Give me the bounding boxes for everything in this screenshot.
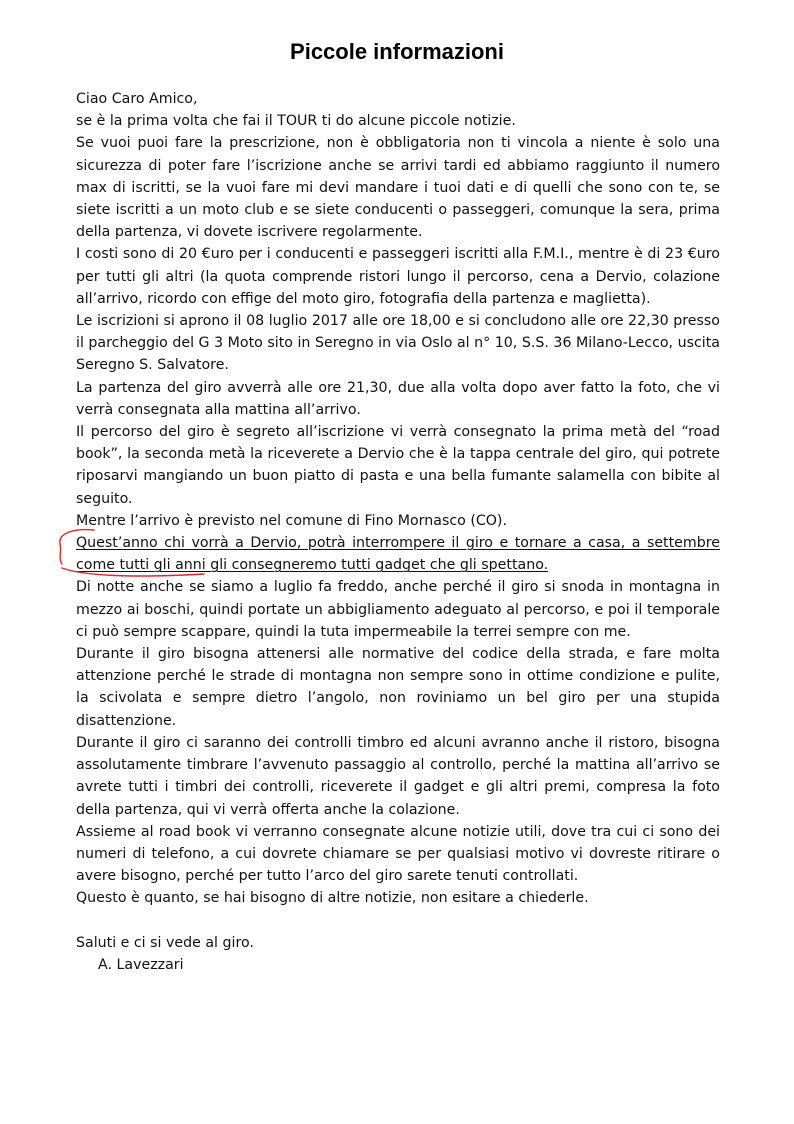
paragraph-codice-strada: Durante il giro bisogna attenersi alle normative del codice della strada, e fare molta attenzione perché le strade di montagna non sempre sono in ottime condizione e pulite, la scivolata e sempre dietro l’angolo, non roviniamo un bel giro per una stupida disattenzione. <box>76 646 720 729</box>
paragraph-highlighted <box>76 532 720 576</box>
paragraph-prescrizione: Se vuoi puoi fare la prescrizione, non è obbligatoria non ti vincola a niente è solo una sicurezza di poter fare l’iscrizione anche se arrivi tardi ed abbiamo raggiunto il numero max di iscritti, se la vuoi fare mi devi mandare i tuoi dati e di quelli che sono con te, se siete iscritti a un moto club e se siete conducenti o passeggeri, comunque la sera, prima della partenza, vi dovete iscrivere regolarmente. <box>76 135 720 241</box>
paragraph-freddo: Di notte anche se siamo a luglio fa freddo, anche perché il giro si snoda in montagna in mezzo ai boschi, quindi portate un abbigliamento adeguato al percorso, e poi il temporale ci può sempre scappare, quindi la tuta impermeabile la terrei sempre con me. <box>76 579 720 640</box>
paragraph-arrivo: Mentre l’arrivo è previsto nel comune di Fino Mornasco (CO). <box>76 512 507 529</box>
signature: A. Lavezzari <box>98 956 184 973</box>
paragraph-iscrizioni: Le iscrizioni si aprono il 08 luglio 2017 alle ore 18,00 e si concludono alle ore 22,30 presso il parcheggio del G 3 Moto sito in Seregno in via Oslo al n° 10, S.S. 36 Milano-Lecco, uscita Seregno S. Salvatore. <box>76 313 720 374</box>
greeting: Ciao Caro Amico, <box>76 91 198 107</box>
paragraph-percorso: Il percorso del giro è segreto all’iscrizione vi verrà consegnato la prima metà del “road book”, la seconda metà la riceverete a Dervio che è la tappa centrale del giro, qui potrete riposarvi mangiando un buon piatto di pasta e una bella fumante salamella con bibite al seguito. <box>76 424 720 507</box>
paragraph-road-book: Assieme al road book vi verranno consegnate alcune notizie utili, dove tra cui ci sono dei numeri di telefono, a cui dovrete chiamare se per qualsiasi motivo vi dovreste ritirare o avere bisogno, perché per tutto l’arco del giro sarete tenuti controllati. <box>76 823 720 885</box>
paragraph-partenza: La partenza del giro avverrà alle ore 21,30, due alla volta dopo aver fatto la foto, che vi verrà consegnata alla mattina all’arrivo. <box>76 379 720 418</box>
letter-body <box>76 88 720 976</box>
closing-line: Saluti e ci si vede al giro. <box>76 934 254 951</box>
page-title: Piccole informazioni <box>290 39 504 64</box>
paragraph-controlli: Durante il giro ci saranno dei controlli timbro ed alcuni avranno anche il ristoro, bisogna assolutamente timbrare l’avvenuto passaggio al controllo, perché la mattina all’arrivo se avrete tutti i timbri dei controlli, riceverete il gadget e gli altri premi, compresa la foto della partenza, qui vi verrà offerta anche la colazione. <box>76 734 720 818</box>
highlighted-text: Quest’anno chi vorrà a Dervio, potrà interrompere il giro e tornare a casa, a settembre come tutti gli anni gli consegneremo tutti gadget che gli spettano. <box>76 535 720 574</box>
paragraph-intro: se è la prima volta che fai il TOUR ti do alcune piccole notizie. <box>76 113 516 130</box>
paragraph-costi: I costi sono di 20 €uro per i conducenti e passeggeri iscritti alla F.M.I., mentre è di 23 €uro per tutti gli altri (la quota comprende ristori lungo il percorso, cena a Dervio, colazione all’arrivo, ricordo con effige del moto giro, fotografia della partenza e maglietta). <box>76 246 720 307</box>
paragraph-conclusione: Questo è quanto, se hai bisogno di altre notizie, non esitare a chiederle. <box>76 890 589 907</box>
